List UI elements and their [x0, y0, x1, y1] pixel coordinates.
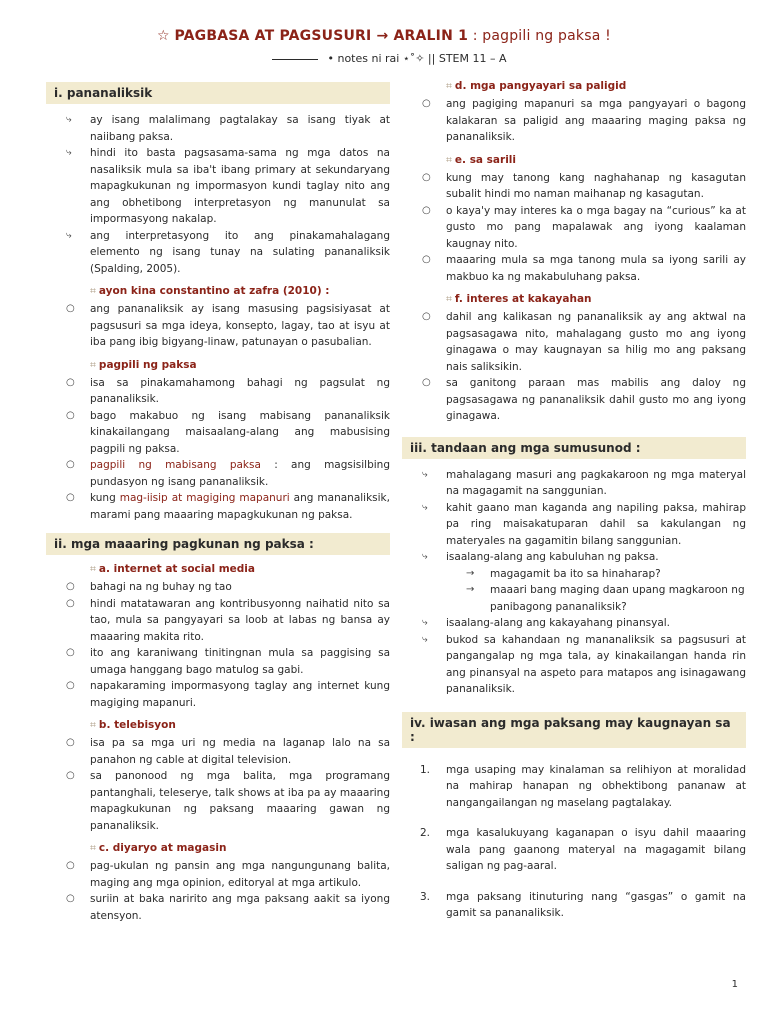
list-item: 3. mga paksang itinuturing nang “gasgas” o gamit na gamit sa pananaliksik. — [420, 890, 746, 919]
page-number: 1 — [731, 979, 738, 990]
list-item: 2. mga kasalukuyang kaganapan o isyu dahil maaaring wala pang gaanong materyal na magagamit bilang saligan ng pag-aaral. — [420, 827, 746, 872]
list-item: ○ napakaraming impormasyong taglay ang internet kung magiging mapanuri. — [66, 680, 390, 709]
list-item: ○ kung may tanong kang naghahanap ng kasagutan subalit hindi mo naman maihanap ng kasagutan. — [422, 171, 746, 200]
subsection-heading: ⌗ b. telebisyon — [90, 719, 176, 731]
circle-bullet-icon: ○ — [66, 860, 75, 871]
hash-icon: ⌗ — [90, 719, 96, 731]
subsection-heading: ⌗ a. internet at social media — [90, 563, 255, 575]
list-item: ⤷ bukod sa kahandaan ng mananaliksik sa pagsusuri at pangangalap ng mga tala, ay kinakailangan handa rin ang pinansyal na aspeto para matapos ang isinagawang pananaliksik. — [422, 633, 746, 695]
list-item: ⤷ kahit gaano man kaganda ang napiling paksa, mahirap pa ring maisakatuparan dahil sa kakulangan ng materyales na gagamitin bilang sanggunian. — [422, 501, 746, 547]
circle-bullet-icon: ○ — [422, 377, 431, 388]
hash-icon: ⌗ — [90, 358, 96, 371]
hash-icon: ⌗ — [90, 285, 96, 297]
hash-icon: ⌗ — [90, 563, 96, 575]
circle-bullet-icon: ○ — [66, 492, 75, 503]
hook-arrow-icon: ⤷ — [422, 617, 428, 628]
hook-arrow-icon: ⤷ — [422, 633, 428, 645]
circle-bullet-icon: ○ — [422, 171, 431, 183]
list-item: ○ maaaring mula sa mga tanong mula sa iyong sarili ay makbuo ka ng makabuluhang paksa. — [422, 254, 746, 283]
page-subtitle — [0, 52, 768, 65]
list-item: ⤷ isaalang-alang ang kakayahang pinansyal. — [402, 615, 746, 632]
circle-bullet-icon: ○ — [66, 459, 75, 470]
list-item: ○ isa pa sa mga uri ng media na laganap lalo na sa panahon ng cable at digital television. — [66, 737, 390, 766]
subsection-heading: ⌗ pagpili ng paksa — [90, 358, 197, 371]
hash-icon: ⌗ — [446, 80, 452, 92]
circle-bullet-icon: ○ — [66, 647, 75, 658]
circle-bullet-icon: ○ — [66, 597, 75, 609]
subsection-heading: ⌗ d. mga pangyayari sa paligid — [446, 80, 627, 92]
list-item: ○ sa ganitong paraan mas mabilis ang daloy ng pagsasagawa ng pananaliksik dahil gusto mo ang iyong ginagawa. — [422, 377, 746, 422]
list-item: ○ bago makabuo ng isang mabisang pananaliksik kinakailangang maisaalang-alang ang mabusising pagpili ng paksa. — [66, 409, 390, 455]
arrow-icon: → — [466, 567, 475, 579]
left-column — [46, 82, 390, 924]
list-item: ○ ito ang karaniwang tinitingnan mula sa paggising sa umaga hanggang bago matulog sa gabi. — [66, 647, 390, 676]
circle-bullet-icon: ○ — [66, 770, 75, 781]
circle-bullet-icon: ○ — [66, 893, 75, 904]
circle-bullet-icon: ○ — [422, 254, 431, 265]
list-item: ○ isa sa pinakamahamong bahagi ng pagsulat ng pananaliksik. — [66, 376, 390, 405]
subtitle-text: • notes ni rai ⋆˚✧ || STEM 11 – A — [327, 52, 507, 65]
list-item: ○ ang pananaliksik ay isang masusing pagsisiyasat at pagsusuri sa mga ideya, konsepto, lagay, tao at isyu at iba pang ibig bigyang-linaw, patunayan o pasubalian. — [66, 303, 390, 348]
hash-icon: ⌗ — [446, 153, 452, 166]
numbered-list — [402, 762, 746, 922]
list-item: ⤷ mahalagang masuri ang pagkakaroon ng mga materyal na magagamit na sanggunian. — [422, 468, 746, 497]
list-item: ○ o kaya'y may interes ka o mga bagay na “curious” ka at gusto mo pang mapalawak ang iyong kaalaman kaugnay nito. — [422, 204, 746, 250]
list-item: ⤷ ang interpretasyong ito ang pinakamahalagang elemento ng isang tunay na sulating pananaliksik (Spalding, 2005). — [66, 229, 390, 275]
circle-bullet-icon: ○ — [422, 204, 431, 216]
right-column — [402, 80, 746, 936]
subsection-heading: ⌗ e. sa sarili — [446, 153, 516, 166]
hook-arrow-icon: ⤷ — [422, 468, 428, 480]
page-title — [0, 28, 768, 44]
section-heading: i. pananaliksik — [46, 82, 390, 104]
subsection-heading: ⌗ ayon kina constantino at zafra (2010) : — [90, 285, 330, 297]
circle-bullet-icon: ○ — [66, 376, 75, 388]
subsection-heading: ⌗ f. interes at kakayahan — [446, 293, 592, 305]
list-item: ○ ang pagiging mapanuri sa mga pangyayari o bagong kalakaran sa paligid ang maaaring maging paksa ng pananaliksik. — [422, 98, 746, 143]
list-item: ⤷ hindi ito basta pagsasama-sama ng mga datos na nasaliksik mula sa iba't ibang primary at sekundaryang mapagkukunan ng impormasyon kundi taglay nito ang ang obhetibong interpretasyon ng manunulat sa impormasyong nakalap. — [66, 147, 390, 225]
circle-bullet-icon: ○ — [422, 98, 431, 109]
divider — [272, 59, 318, 60]
title-sub: : pagpili ng paksa ! — [472, 28, 611, 44]
list-item: ○ sa panonood ng mga balita, mga programang pantanghali, teleserye, talk shows at iba pa ay maaaring mapagkukunan ng paksang maaaring gawan ng pananaliksik. — [66, 770, 390, 832]
list-item: ○ dahil ang kalikasan ng pananaliksik ay ang aktwal na pagsasagawa nito, mahalagang gusto mo ang iyong ginagawa o may kaugnayan sa hilig mo ang paksang nais saliksikin. — [422, 311, 746, 373]
list-item: ○ suriin at baka naririto ang mga paksang aakit sa iyong atensyon. — [66, 893, 390, 922]
hook-arrow-icon: ⤷ — [66, 114, 72, 125]
hook-arrow-icon: ⤷ — [422, 501, 428, 513]
hook-arrow-icon: ⤷ — [422, 551, 428, 562]
circle-bullet-icon: ○ — [66, 737, 75, 748]
circle-bullet-icon: ○ — [66, 581, 75, 592]
list-item: ○ pagpili ng mabisang paksa : ang magsisilbing pundasyon ng isang pananaliksik. — [66, 459, 390, 488]
highlight-text: mag-iisip at magiging mapanuri — [119, 492, 290, 504]
section-heading: iv. iwasan ang mga paksang may kaugnayan sa : — [402, 712, 746, 748]
nested-list-item: → magagamit ba ito sa hinaharap? — [402, 566, 746, 583]
list-item: ○ kung mag-iisip at magiging mapanuri ang mananaliksik, marami pang maaaring mapagkukunan ng paksa. — [66, 492, 390, 521]
circle-bullet-icon: ○ — [66, 409, 75, 421]
circle-bullet-icon: ○ — [422, 311, 431, 322]
star-icon: ☆ — [157, 28, 170, 44]
list-item: ○ pag-ukulan ng pansin ang mga nangungunang balita, maging ang mga opinion, editoryal at mga artikulo. — [66, 860, 390, 889]
hook-arrow-icon: ⤷ — [66, 229, 72, 241]
list-item: ○ bahagi na ng buhay ng tao — [46, 579, 390, 596]
circle-bullet-icon: ○ — [66, 680, 75, 691]
section-heading: ii. mga maaaring pagkunan ng paksa : — [46, 533, 390, 555]
highlight-text: pagpili ng mabisang paksa — [90, 459, 261, 471]
title-main: PAGBASA AT PAGSUSURI → ARALIN 1 — [174, 28, 469, 44]
hash-icon: ⌗ — [446, 293, 452, 305]
circle-bullet-icon: ○ — [66, 303, 75, 314]
list-item: ⤷ ay isang malalimang pagtalakay sa isang tiyak at naiibang paksa. — [66, 114, 390, 143]
list-item: 1. mga usaping may kinalaman sa relihiyon at moralidad na mahirap hanapan ng obhektibong pananaw at nangangailangan ng maselang pagtalakay. — [420, 763, 746, 809]
hook-arrow-icon: ⤷ — [66, 147, 72, 158]
hash-icon: ⌗ — [90, 842, 96, 854]
subsection-heading: ⌗ c. diyaryo at magasin — [90, 842, 227, 854]
section-heading: iii. tandaan ang mga sumusunod : — [402, 437, 746, 459]
section1-list — [46, 112, 390, 277]
arrow-icon: → — [466, 584, 475, 595]
list-item: ⤷ isaalang-alang ang kabuluhan ng paksa. — [402, 549, 746, 566]
nested-list-item: → maaari bang maging daan upang magkaroon ng panibagong pananaliksik? — [466, 584, 745, 613]
list-item: ○ hindi matatawaran ang kontribusyonng naihatid nito sa tao, mula sa pangyayari sa loob at labas ng bansa ay maaaring makita rito. — [66, 597, 390, 643]
